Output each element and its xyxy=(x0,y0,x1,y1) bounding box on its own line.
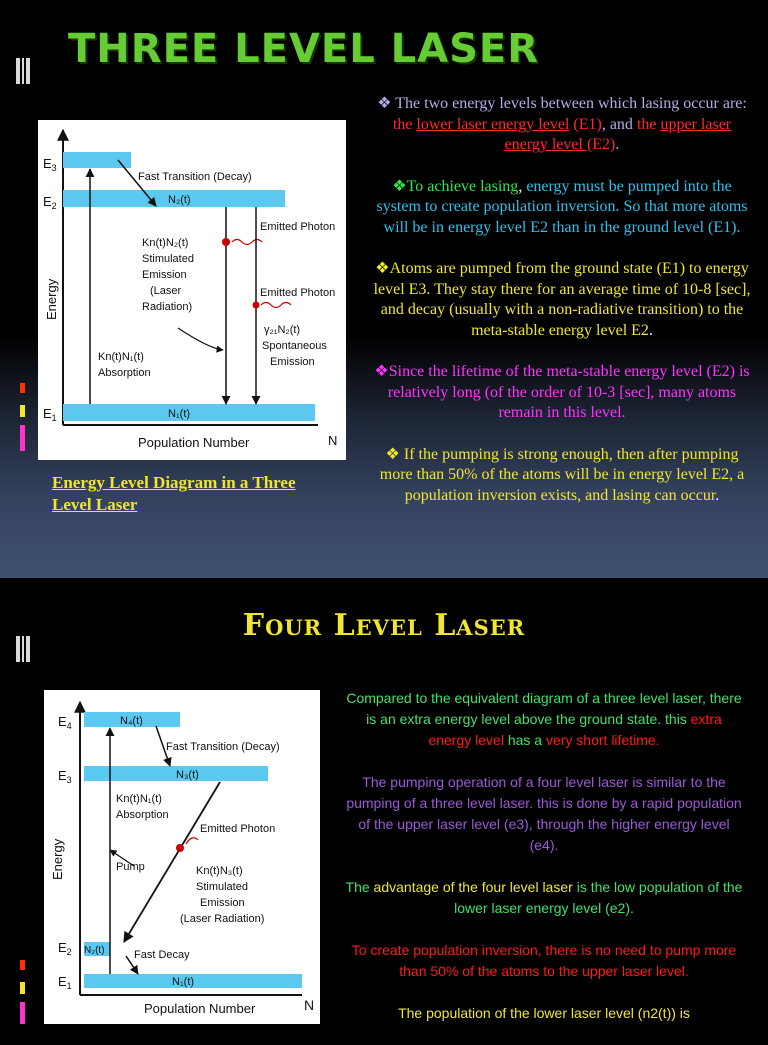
bullet-2: ❖To achieve lasing, energy must be pumped into the system to create population inversion. So that more atoms will be in energy level E2 than in the ground level (E1). xyxy=(376,177,748,236)
accent-mark xyxy=(20,425,25,451)
spontaneous-label-1: γ₂₁N₂(t) xyxy=(264,324,301,336)
n-axis-label: N xyxy=(304,997,315,1013)
bullet-1: ❖ The two energy levels between which lasing occur are: the lower laser energy level (E1), and the upper laser energy level (E2). xyxy=(377,95,747,153)
bullet-4: ❖Since the lifetime of the meta-stable energy level (E2) is relatively long (of the order of 10-3 [sec], many atoms remain in this level. xyxy=(374,363,750,421)
level-e3-label: $E_3$ xyxy=(58,768,72,785)
emitted-photon-label-1: Emitted Photon xyxy=(260,221,336,233)
stimulated-label-2: Stimulated xyxy=(142,253,194,265)
stimulated-label-2: Stimulated xyxy=(196,881,248,893)
bullet-3: ❖Atoms are pumped from the ground state (E1) to energy level E3. They stay there for an average time of 10-8 [sec], and decay (usually with a non-radiative transition) to the meta-stable energy level E2. xyxy=(373,260,751,339)
stimulated-label-1: Kn(t)N₃(t) xyxy=(196,865,243,877)
stimulated-label-4: (Laser xyxy=(150,285,182,297)
level-e3-label: $E_3$ xyxy=(43,156,57,173)
paragraph-2: The pumping operation of a four level laser is similar to the pumping of a three level laser. this is done by a rapid population of the upper laser level (e3), through the higher energy level (e4). xyxy=(346,774,742,853)
n1-label: N₁(t) xyxy=(172,976,195,988)
level-e1-label: $E_1$ xyxy=(58,974,72,991)
stimulated-label-5: Radiation) xyxy=(142,301,193,313)
level-e4-label: $E_4$ xyxy=(58,714,72,731)
population-axis-label: Population Number xyxy=(144,1001,256,1016)
level-e2-label: $E_2$ xyxy=(43,194,57,211)
slide-title-2: Four Level Laser xyxy=(242,608,526,643)
n2-label: N₂(t) xyxy=(84,945,105,956)
n3-label: N₃(t) xyxy=(176,769,199,781)
bullet-5: ❖ If the pumping is strong enough, then after pumping more than 50% of the atoms will be in energy level E2, a population inversion exists, and lasing can occur. xyxy=(379,445,745,504)
diagram-caption: Energy Level Diagram in a Three Level Laser xyxy=(52,473,296,514)
fast-decay-label: Fast Decay xyxy=(134,949,190,961)
slide-title: THREE LEVEL LASER xyxy=(68,26,540,72)
level-e1-label: $E_1$ xyxy=(43,406,57,423)
four-level-paragraphs xyxy=(344,688,744,1045)
stimulated-label-1: Kn(t)N₂(t) xyxy=(142,237,189,249)
absorption-label-1: Kn(t)N₁(t) xyxy=(116,793,162,805)
three-level-energy-diagram xyxy=(38,120,346,460)
absorption-label-2: Absorption xyxy=(98,367,151,379)
accent-mark xyxy=(20,982,25,994)
accent-mark xyxy=(20,405,25,417)
accent-mark xyxy=(20,960,25,970)
spontaneous-label-2: Spontaneous xyxy=(262,340,327,352)
paragraph-1: Compared to the equivalent diagram of a three level laser, there is an extra energy level above the ground state. this extra energy level has a very short lifetime. xyxy=(346,690,742,748)
n4-label: N₄(t) xyxy=(120,715,143,727)
stimulated-label-4: (Laser Radiation) xyxy=(180,913,265,925)
three-level-bullets xyxy=(370,94,754,527)
n2-label: N₂(t) xyxy=(168,194,191,206)
emitted-photon-label: Emitted Photon xyxy=(200,823,276,835)
population-axis-label: Population Number xyxy=(138,435,250,450)
fast-transition-label: Fast Transition (Decay) xyxy=(166,741,280,753)
four-level-energy-diagram xyxy=(44,690,320,1024)
spontaneous-label-3: Emission xyxy=(270,356,315,368)
stimulated-label-3: Emission xyxy=(142,269,187,281)
pump-label: Pump xyxy=(116,861,145,873)
paragraph-3: The advantage of the four level laser is the low population of the lower laser energy level (e2). xyxy=(345,879,743,916)
energy-axis-label: Energy xyxy=(44,278,59,320)
paragraph-5: The population of the lower laser level (n2(t)) is xyxy=(398,1005,690,1021)
n1-label: N₁(t) xyxy=(168,408,191,420)
absorption-label-1: Kn(t)N₁(t) xyxy=(98,351,144,363)
accent-mark xyxy=(20,1002,25,1024)
title-bars-decoration xyxy=(16,58,30,84)
paragraph-4: To create population inversion, there is no need to pump more than 50% of the atoms to the upper laser level. xyxy=(351,942,737,979)
level-e2-label: $E_2$ xyxy=(58,940,72,957)
absorption-label-2: Absorption xyxy=(116,809,169,821)
emitted-photon-label-2: Emitted Photon xyxy=(260,287,336,299)
n-axis-label: N xyxy=(328,433,338,448)
accent-mark xyxy=(20,383,25,393)
title-bars-decoration xyxy=(16,636,30,662)
energy-axis-label: Energy xyxy=(50,838,65,880)
stimulated-label-3: Emission xyxy=(200,897,245,909)
fast-transition-label: Fast Transition (Decay) xyxy=(138,171,252,183)
